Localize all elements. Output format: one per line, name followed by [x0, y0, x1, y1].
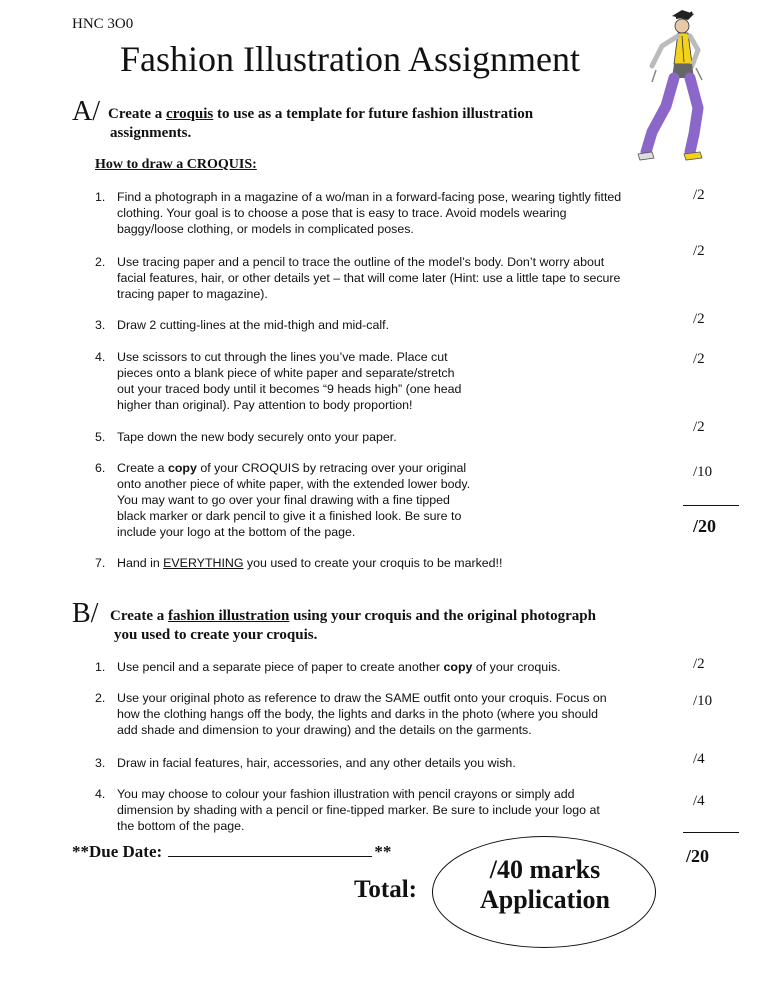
total-label: Total: [354, 876, 417, 903]
mark: /10 [693, 464, 713, 480]
section-b-letter: B/ [72, 598, 99, 629]
section-a-item-4: 4. Use scissors to cut through the lines you’ve made. Place cut pieces onto a blank piece of white paper and separate/stretch out your traced body until it becomes “9 heads high” (one head higher than original). Pay attention to body proportion! [95, 350, 462, 412]
section-a-letter: A/ [72, 96, 100, 127]
section-b-item-2: 2. Use your original photo as reference to draw the SAME outfit onto your croquis. Focus on how the clothing hangs off the body, the lights and darks in the photo (where you should add shade and dimension to your drawing) and the details on the garments. [95, 691, 607, 737]
section-a-item-6: 6. Create a copy of your CROQUIS by retracing over your original onto another piece of white paper, with the extended lower body. You may want to go over your final drawing with a fine tipped black marker or dark pencil to give it a finished look. Be sure to include your logo at the bottom of the page. [95, 461, 471, 539]
section-b-item-4: 4. You may choose to colour your fashion illustration with pencil crayons or simply add dimension by shading with a pencil or fine-tipped marker. Be sure to include your logo at the bottom of the page. [95, 787, 600, 833]
mark: /2 [693, 243, 705, 259]
mark: /2 [693, 656, 705, 672]
section-a-item-5: 5. Tape down the new body securely onto your paper. [95, 430, 397, 444]
section-a-total: /20 [693, 516, 717, 536]
section-a-item-1: 1. Find a photograph in a magazine of a wo/man in a forward-facing pose, wearing tightly fitted clothing. Your goal is to choose a pose that is easy to trace. Avoid models wearing baggy/loose clothing, or models in complicated poses. [95, 190, 622, 236]
mark: /4 [693, 793, 705, 809]
due-date-field: **Due Date: ** [72, 842, 392, 861]
section-a-item-2: 2. Use tracing paper and a pencil to trace the outline of the model’s body. Don’t worry about facial features, hair, or other details yet – that will come later (Hint: use a little tape to secure tracing paper to magazine). [95, 255, 621, 301]
how-to-heading: How to draw a CROQUIS: [95, 157, 257, 172]
subtotal-rule [683, 505, 739, 506]
mark: /10 [693, 693, 713, 709]
section-a-item-7: 7. Hand in EVERYTHING you used to create your croquis to be marked!! [95, 556, 503, 570]
mark: /2 [693, 187, 705, 203]
section-b-total: /20 [686, 846, 710, 866]
section-a-item-3: 3. Draw 2 cutting-lines at the mid-thigh and mid-calf. [95, 318, 390, 332]
section-b-item-3: 3. Draw in facial features, hair, accessories, and any other details you wish. [95, 756, 516, 770]
total-category: Application [479, 885, 611, 914]
mark: /2 [693, 419, 705, 435]
section-b-item-1: 1. Use pencil and a separate piece of paper to create another copy of your croquis. [95, 660, 561, 674]
total-marks-ellipse [432, 836, 656, 948]
course-code: HNC 3O0 [72, 16, 134, 32]
due-date-blank[interactable] [168, 842, 372, 857]
total-marks: /40 marks [489, 855, 601, 884]
mark: /2 [693, 351, 705, 367]
mark: /4 [693, 751, 705, 767]
subtotal-rule [683, 832, 739, 833]
section-a-heading: Create a croquis to use as a template for future fashion illustration assignments. [108, 106, 534, 141]
page-title: Fashion Illustration Assignment [120, 39, 581, 79]
section-b-heading: Create a fashion illustration using your croquis and the original photograph you used to create your croquis. [110, 608, 596, 643]
mark: /2 [693, 311, 705, 327]
